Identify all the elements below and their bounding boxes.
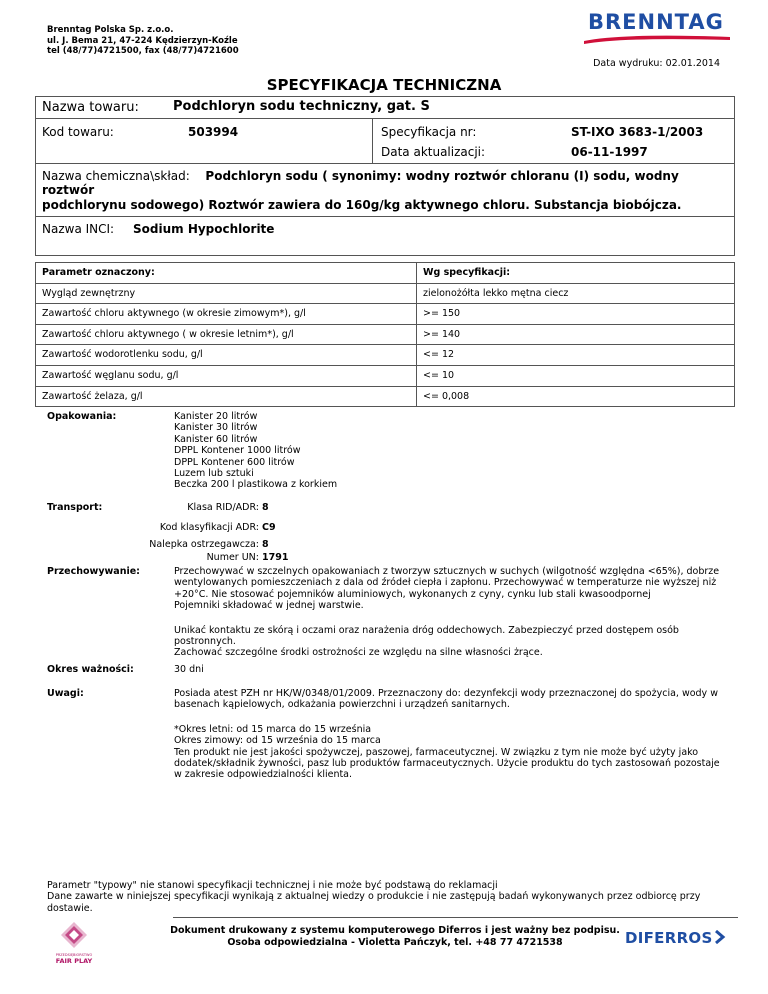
table-row [36, 283, 735, 304]
table-cell-parameter: Wygląd zewnętrzny [36, 283, 417, 304]
spec-number-value: ST-IXO 3683-1/2003 [571, 125, 704, 139]
table-cell-parameter: Zawartość żelaza, g/l [36, 386, 417, 407]
rid-class-value: 8 [262, 502, 269, 513]
un-number-value: 1791 [262, 552, 289, 563]
warning-sticker-label: Nalepka ostrzegawcza: [149, 539, 259, 550]
transport-sticker-row [105, 539, 269, 550]
transport-un-row [105, 552, 288, 563]
table-cell-spec: zielonożółta lekko mętna ciecz [417, 283, 735, 304]
diferros-logo [625, 929, 726, 947]
footer-disclaimer [47, 880, 707, 914]
transport-adr-row [105, 522, 276, 533]
storage-text [174, 566, 729, 659]
footer-responsible-person: Osoba odpowiedzialna - Violetta Pańczyk, tel. +48 77 4721538 [227, 936, 563, 948]
storage-label: Przechowywanie: [47, 566, 140, 577]
inci-value: Sodium Hypochlorite [133, 222, 275, 236]
remarks-line: Okres zimowy: od 15 września do 15 marca [174, 735, 381, 747]
table-row [36, 304, 735, 325]
spec-number-label: Specyfikacja nr: [381, 125, 477, 139]
chemical-name-label: Nazwa chemiczna\skład: [42, 169, 190, 183]
chemical-name-value-1: Podchloryn sodu ( synonimy: wodny roztwór chloranu (I) sodu, wodny roztwór [42, 169, 679, 198]
inci-label: Nazwa INCI: [42, 222, 115, 236]
product-code-value: 503994 [188, 125, 239, 139]
un-number-label: Numer UN: [206, 552, 259, 563]
table-header-parameter: Parametr oznaczony: [36, 263, 417, 284]
table-cell-spec: <= 0,008 [417, 386, 735, 407]
transport-label: Transport: [47, 502, 103, 513]
brenntag-logo [584, 10, 730, 46]
inci-row [35, 216, 735, 256]
product-code-row [35, 118, 735, 164]
remarks-text [174, 688, 729, 781]
packaging-label: Opakowania: [47, 411, 117, 422]
fair-play-text: FAIR PLAY [55, 956, 93, 965]
diferros-arrow-icon [714, 930, 726, 944]
remarks-label: Uwagi: [47, 688, 84, 699]
brenntag-logo-text: BRENNTAG [588, 10, 724, 34]
chemical-name-row [35, 163, 735, 217]
product-name-row [35, 96, 735, 119]
list-item: Kanister 60 litrów [174, 433, 258, 445]
table-header-row [36, 263, 735, 284]
company-phone: tel (48/77)4721500, fax (48/77)4721600 [47, 46, 239, 57]
packaging-list [174, 411, 729, 491]
warning-sticker-value: 8 [262, 539, 269, 550]
list-item: DPPL Kontener 1000 litrów [174, 445, 301, 457]
list-item: DPPL Kontener 600 litrów [174, 456, 295, 468]
update-date-label: Data aktualizacji: [381, 145, 486, 159]
product-name-value: Podchloryn sodu techniczny, gat. S [173, 99, 430, 114]
list-item: Beczka 200 l plastikowa z korkiem [174, 479, 338, 491]
storage-paragraph: Pojemniki składować w jednej warstwie. [174, 600, 364, 612]
company-street: ul. J. Bema 21, 47-224 Kędzierzyn-Koźle [47, 35, 238, 46]
print-date: Data wydruku: 02.01.2014 [593, 58, 720, 69]
table-cell-parameter: Zawartość węglanu sodu, g/l [36, 365, 417, 386]
list-item: Luzem lub sztuki [174, 467, 254, 479]
footer-document-info [160, 925, 630, 949]
logo-swoosh-icon [584, 33, 730, 45]
table-cell-spec: <= 12 [417, 345, 735, 366]
adr-code-label: Kod klasyfikacji ADR: [159, 522, 259, 533]
table-cell-spec: >= 140 [417, 324, 735, 345]
adr-code-value: C9 [262, 522, 276, 533]
parameters-table [35, 262, 735, 407]
table-cell-spec: <= 10 [417, 365, 735, 386]
footer-divider [173, 917, 738, 918]
storage-paragraph: Unikać kontaktu ze skórą i oczami oraz narażenia dróg oddechowych. Zabezpieczyć przed dostępem osób postronnych. [174, 624, 679, 647]
product-name-label: Nazwa towaru: [42, 100, 139, 115]
fair-play-diamond-icon [59, 920, 89, 950]
table-row [36, 365, 735, 386]
validity-label: Okres ważności: [47, 664, 134, 675]
list-item: Kanister 30 litrów [174, 422, 258, 434]
storage-paragraph: Przechowywać w szczelnych opakowaniach z tworzyw sztucznych w suchych (wilgotność względna <65%), dobrze wentylowanych pomieszczeniach z dala od źródeł ciepła i zapłonu. Przechowywać w temperaturze nie wyższej niż +20°C. Nie stosować pojemników aluminiowych, wykonanych z cyny, cynku lub stali kwasoodpornej [174, 566, 720, 600]
fair-play-subtitle: PRZEDSIĘBIORSTWO [55, 953, 93, 958]
company-address [47, 25, 239, 57]
table-row [36, 345, 735, 366]
footer-disclaimer-line: Dane zawarte w niniejszej specyfikacji wynikają z aktualnej wiedzy o produkcie i nie zastępują badań wykonywanych przez odbiorcę przy dostawie. [47, 891, 701, 914]
validity-value: 30 dni [174, 664, 204, 675]
fair-play-logo [48, 920, 100, 982]
remarks-line: *Okres letni: od 15 marca do 15 września [174, 723, 372, 735]
table-cell-parameter: Zawartość chloru aktywnego ( w okresie letnim*), g/l [36, 324, 417, 345]
rid-class-label: Klasa RID/ADR: [187, 502, 259, 513]
footer-disclaimer-line: Parametr "typowy" nie stanowi specyfikacji technicznej i nie może być podstawą do reklamacji [47, 880, 498, 891]
chemical-name-value-2: podchlorynu sodowego) Roztwór zawiera do 160g/kg aktywnego chloru. Substancja biobójcza. [42, 197, 682, 212]
product-code-label: Kod towaru: [42, 125, 114, 139]
footer-document-line: Dokument drukowany z systemu komputerowego Diferros i jest ważny bez podpisu. [170, 925, 620, 936]
column-divider [372, 118, 373, 164]
page-title: SPECYFIKACJA TECHNICZNA [266, 76, 502, 94]
table-row [36, 386, 735, 407]
remarks-paragraph: Ten produkt nie jest jakości spożywczej, paszowej, farmaceutycznej. W związku z tym nie może być użyty jako dodatek/składnik żywności, pasz lub produktów farmaceutycznych. Użycie produktu do tych zastosowań pozostaje w zakresie odpowiedzialności klienta. [174, 746, 720, 781]
table-header-spec: Wg specyfikacji: [417, 263, 735, 284]
list-item: Kanister 20 litrów [174, 411, 258, 422]
transport-rid-row [105, 502, 269, 513]
table-cell-parameter: Zawartość chloru aktywnego (w okresie zimowym*), g/l [36, 304, 417, 325]
diferros-logo-text: DIFERROS [625, 929, 713, 947]
table-row [36, 324, 735, 345]
table-cell-parameter: Zawartość wodorotlenku sodu, g/l [36, 345, 417, 366]
company-name: Brenntag Polska Sp. z.o.o. [47, 25, 174, 35]
update-date-value: 06-11-1997 [571, 145, 648, 159]
table-cell-spec: >= 150 [417, 304, 735, 325]
remarks-paragraph: Posiada atest PZH nr HK/W/0348/01/2009. Przeznaczony do: dezynfekcji wody przeznaczonej do spożycia, wody w basenach kąpielowych, odkażania powierzchni i urządzeń sanitarnych. [174, 688, 718, 711]
storage-paragraph: Zachować szczególne środki ostrożności ze względu na silne własności żrące. [174, 647, 543, 659]
